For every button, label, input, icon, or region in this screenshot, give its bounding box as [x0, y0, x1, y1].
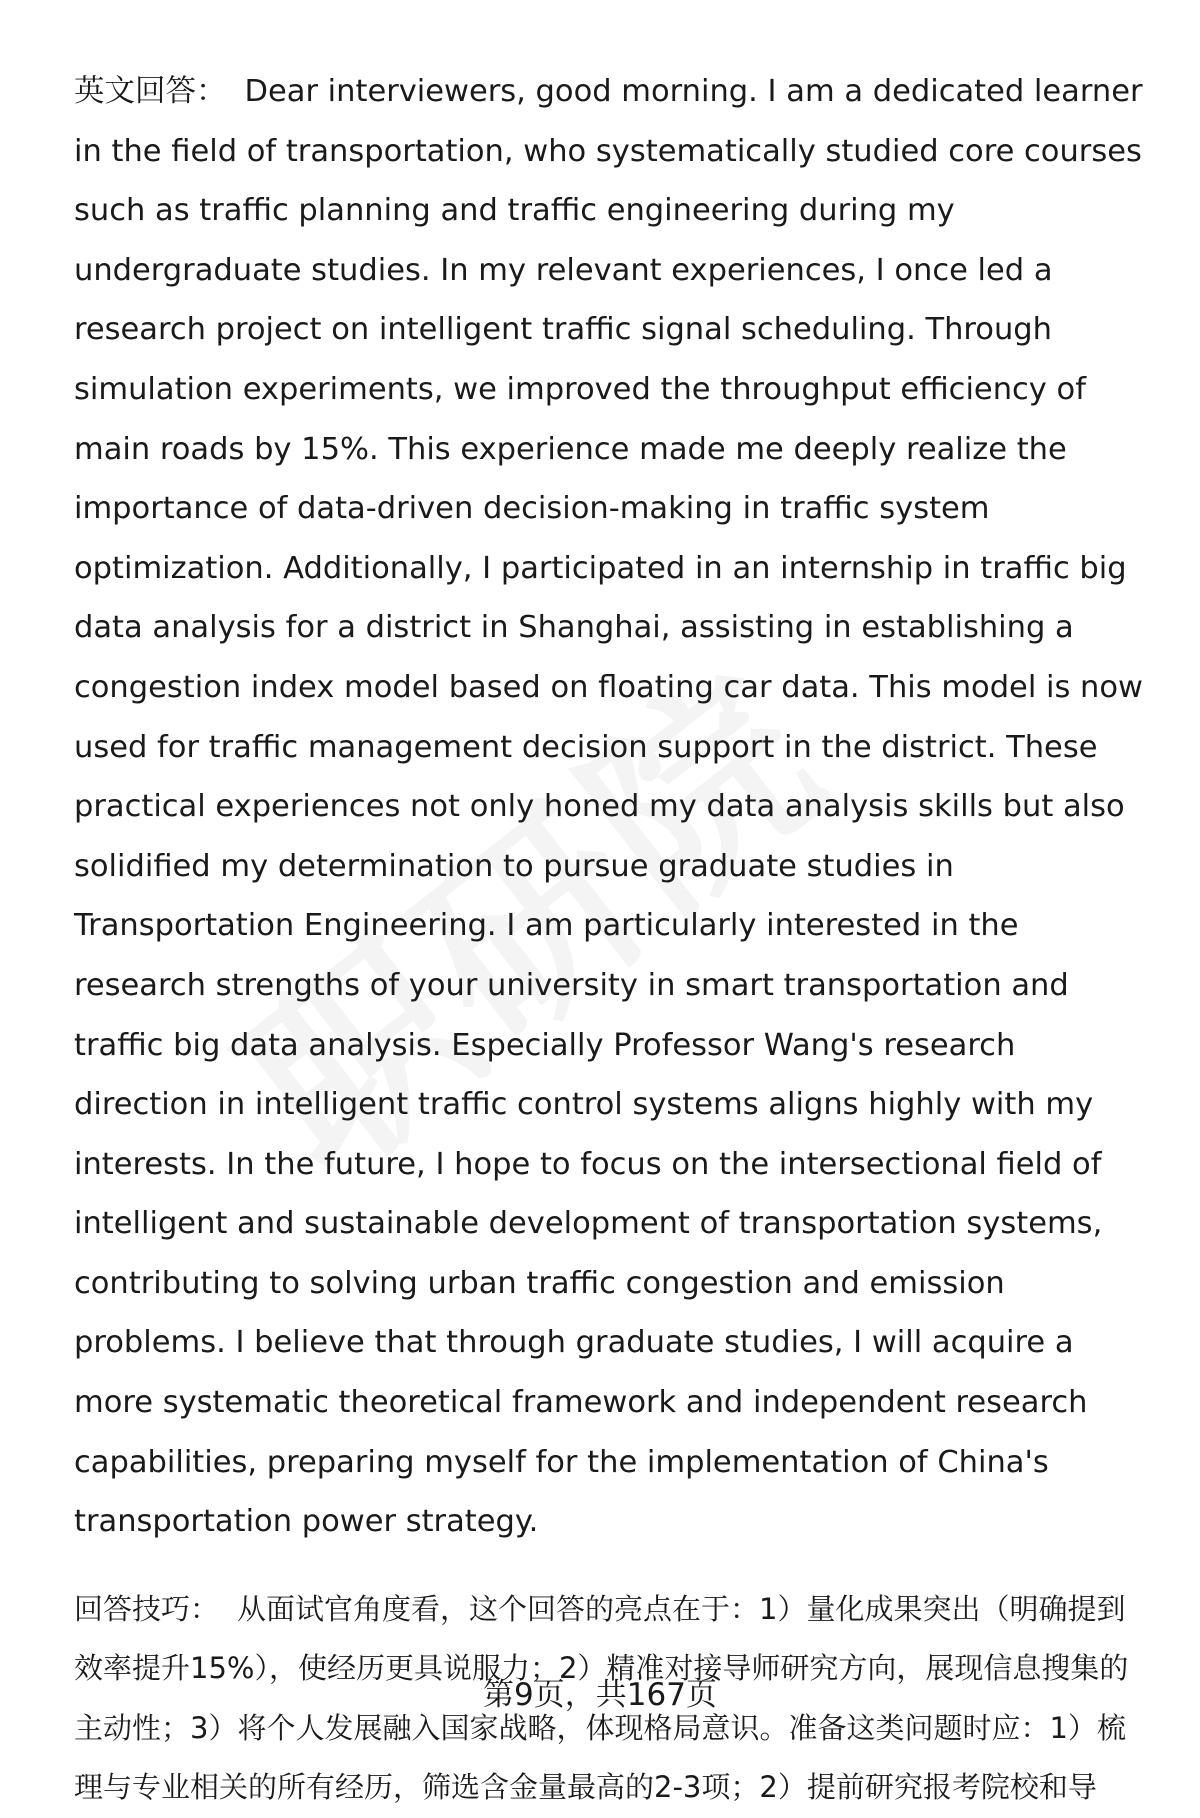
english-answer-text: Dear interviewers, good morning. I am a dedicated learner in the field of transportation, who systematically studied core courses such as traffic planning and traffic engineering during my undergraduate studies. In my relevant experiences, I once led a research project on intelligent traffic signal scheduling. Through simulation experiments, we improved the throughput efficiency of main roads by 15%. This experience made me deeply realize the importance of data-driven decision-making in traffic system optimization. Additionally, I participated in an internship in traffic big data analysis for a district in Shanghai, assisting in establishing a congestion index model based on floating car data. This model is now used for traffic management decision support in the district. These practical experiences not only honed my data analysis skills but also solidified my determination to pursue graduate studies in Transportation Engineering. I am particularly interested in the research strengths of your university in smart transportation and traffic big data analysis. Especially Professor Wang's research direction in intelligent traffic control systems aligns highly with my interests. In the future, I hope to focus on the intersectional field of intelligent and sustainable development of transportation systems, contributing to solving urban traffic congestion and emission problems. I believe that through graduate studies, I will acquire a more systematic theoretical framework and independent research capabilities, preparing myself for the implementation of China's transportation power strategy. [74, 74, 1143, 1540]
page-content [74, 62, 1154, 1818]
answer-tips-text: 从面试官角度看，这个回答的亮点在于：1）量化成果突出（明确提到效率提升15%），使经历更具说服力；2）精准对接导师研究方向，展现信息搜集的主动性；3）将个人发展融入国家战略，体现格局意识。准备这类问题时应：1）梳理与专业相关的所有经历，筛选含金量最高的2-3项；2）提前研究报考院校和导 [74, 1591, 1129, 1805]
english-answer-paragraph [74, 62, 1154, 1552]
page-number-footer: 第9页，共167页 [483, 1677, 717, 1713]
english-answer-label: 英文回答： [74, 74, 227, 109]
answer-tips-label: 回答技巧： [74, 1591, 220, 1626]
